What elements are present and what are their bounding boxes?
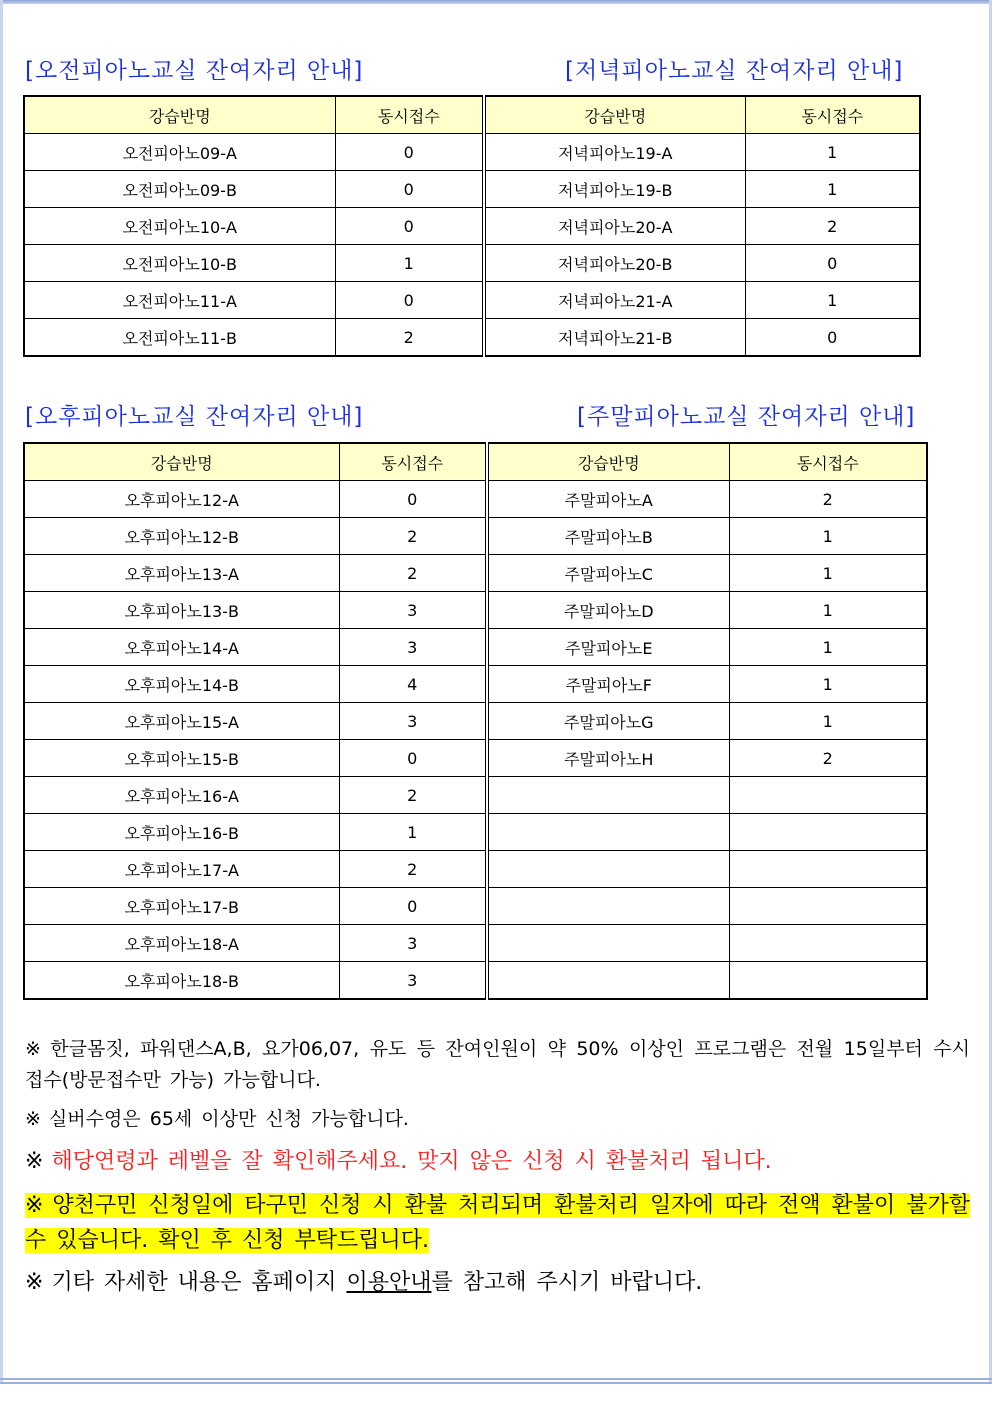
note-open-enrollment (25, 1034, 970, 1096)
afternoon-count: 3 (339, 629, 487, 666)
morning-class-name: 오전피아노10-A (24, 208, 335, 245)
weekend-count: 1 (729, 666, 927, 703)
evening-count: 1 (745, 282, 920, 319)
empty-cell (729, 888, 927, 925)
weekend-count: 2 (729, 481, 927, 518)
morning-evening-table (23, 95, 921, 357)
afternoon-count: 2 (339, 777, 487, 814)
table-row (24, 851, 927, 888)
empty-cell (487, 962, 729, 1000)
evening-class-name: 저녁피아노19-A (484, 134, 745, 171)
page-top-border (0, 0, 992, 4)
morning-heading: [오전피아노교실 잔여자리 안내] (25, 58, 364, 84)
evening-count: 1 (745, 171, 920, 208)
empty-cell (729, 777, 927, 814)
afternoon-count: 0 (339, 740, 487, 777)
afternoon-count: 0 (339, 888, 487, 925)
note-text: 해당연령과 레벨을 잘 확인해주세요. 맞지 않은 신청 시 환불처리 됩니다. (51, 1149, 772, 1174)
table-row (24, 171, 920, 208)
table-row (24, 481, 927, 518)
note-homepage-info (25, 1266, 970, 1300)
morning-count: 0 (335, 282, 484, 319)
afternoon-class-name: 오후피아노17-B (24, 888, 339, 925)
usage-guide-link[interactable]: 이용안내 (346, 1270, 432, 1295)
afternoon-class-name: 오후피아노14-B (24, 666, 339, 703)
morning-count: 0 (335, 208, 484, 245)
weekend-class-name: 주말피아노H (487, 740, 729, 777)
table-row (24, 888, 927, 925)
empty-cell (729, 962, 927, 1000)
table-row (24, 703, 927, 740)
afternoon-class-name: 오후피아노13-A (24, 555, 339, 592)
table-row (24, 282, 920, 319)
empty-cell (729, 814, 927, 851)
afternoon-class-name: 오후피아노12-B (24, 518, 339, 555)
afternoon-count: 1 (339, 814, 487, 851)
note-silver-swim (25, 1104, 970, 1135)
note-text: 를 참고해 주시기 바랍니다. (431, 1270, 703, 1295)
note-age-level-warning (25, 1145, 970, 1179)
page-bottom-border (0, 1378, 992, 1384)
reference-mark: ※ (25, 1193, 45, 1218)
morning-count: 2 (335, 319, 484, 357)
afternoon-weekend-table (23, 442, 928, 1000)
table-row (24, 740, 927, 777)
morning-count: 1 (335, 245, 484, 282)
afternoon-class-name: 오후피아노15-B (24, 740, 339, 777)
afternoon-count: 2 (339, 555, 487, 592)
weekend-class-name: 주말피아노E (487, 629, 729, 666)
weekend-class-name: 주말피아노B (487, 518, 729, 555)
evening-count: 1 (745, 134, 920, 171)
note-refund-warning (25, 1188, 970, 1258)
morning-class-name: 오전피아노09-A (24, 134, 335, 171)
table-row (24, 208, 920, 245)
table-row (24, 592, 927, 629)
col-class-name: 강습반명 (484, 96, 745, 134)
reference-mark: ※ (25, 1038, 43, 1060)
evening-class-name: 저녁피아노20-B (484, 245, 745, 282)
afternoon-class-name: 오후피아노16-A (24, 777, 339, 814)
col-count: 동시접수 (335, 96, 484, 134)
evening-class-name: 저녁피아노21-B (484, 319, 745, 357)
note-text: 기타 자세한 내용은 홈페이지 (51, 1270, 347, 1295)
afternoon-class-name: 오후피아노12-A (24, 481, 339, 518)
weekend-class-name: 주말피아노F (487, 666, 729, 703)
afternoon-heading: [오후피아노교실 잔여자리 안내] (25, 404, 364, 430)
weekend-class-name: 주말피아노D (487, 592, 729, 629)
afternoon-class-name: 오후피아노18-B (24, 962, 339, 1000)
empty-cell (487, 814, 729, 851)
col-class-name: 강습반명 (24, 443, 339, 481)
morning-class-name: 오전피아노11-A (24, 282, 335, 319)
evening-count: 0 (745, 319, 920, 357)
afternoon-count: 3 (339, 703, 487, 740)
weekend-count: 2 (729, 740, 927, 777)
table-row (24, 319, 920, 357)
reference-mark: ※ (25, 1270, 44, 1295)
empty-cell (487, 925, 729, 962)
note-text: 실버수영은 65세 이상만 신청 가능합니다. (48, 1108, 409, 1130)
reference-mark: ※ (25, 1108, 41, 1130)
table-header-row (24, 96, 920, 134)
weekend-class-name: 주말피아노G (487, 703, 729, 740)
evening-class-name: 저녁피아노19-B (484, 171, 745, 208)
col-count: 동시접수 (745, 96, 920, 134)
table-row (24, 518, 927, 555)
morning-class-name: 오전피아노10-B (24, 245, 335, 282)
col-count: 동시접수 (339, 443, 487, 481)
evening-class-name: 저녁피아노20-A (484, 208, 745, 245)
table-row (24, 777, 927, 814)
evening-count: 0 (745, 245, 920, 282)
morning-count: 0 (335, 134, 484, 171)
evening-heading: [저녁피아노교실 잔여자리 안내] (565, 58, 904, 84)
afternoon-class-name: 오후피아노17-A (24, 851, 339, 888)
weekend-count: 1 (729, 555, 927, 592)
note-text: 양천구민 신청일에 타구민 신청 시 환불 처리되며 환불처리 일자에 따라 전액 환불이 불가할 수 있습니다. 확인 후 신청 부탁드립니다. (25, 1193, 971, 1253)
table-row (24, 134, 920, 171)
afternoon-count: 2 (339, 518, 487, 555)
reference-mark: ※ (25, 1149, 44, 1174)
morning-class-name: 오전피아노11-B (24, 319, 335, 357)
empty-cell (729, 925, 927, 962)
table-row (24, 555, 927, 592)
afternoon-count: 2 (339, 851, 487, 888)
table-row (24, 666, 927, 703)
weekend-class-name: 주말피아노A (487, 481, 729, 518)
afternoon-count: 4 (339, 666, 487, 703)
afternoon-class-name: 오후피아노13-B (24, 592, 339, 629)
table-header-row (24, 443, 927, 481)
morning-class-name: 오전피아노09-B (24, 171, 335, 208)
table-row (24, 925, 927, 962)
weekend-class-name: 주말피아노C (487, 555, 729, 592)
weekend-count: 1 (729, 592, 927, 629)
empty-cell (487, 851, 729, 888)
weekend-count: 1 (729, 518, 927, 555)
weekend-count: 1 (729, 629, 927, 666)
page-left-border (0, 0, 3, 1384)
note-text: 한글몸짓, 파워댄스A,B, 요가06,07, 유도 등 잔여인원이 약 50% 이상인 프로그램은 전월 15일부터 수시접수(방문접수만 가능) 가능합니다. (25, 1038, 970, 1091)
table-row (24, 962, 927, 1000)
col-count: 동시접수 (729, 443, 927, 481)
table-row (24, 245, 920, 282)
evening-count: 2 (745, 208, 920, 245)
afternoon-class-name: 오후피아노18-A (24, 925, 339, 962)
afternoon-class-name: 오후피아노16-B (24, 814, 339, 851)
weekend-heading: [주말피아노교실 잔여자리 안내] (577, 404, 916, 430)
col-class-name: 강습반명 (487, 443, 729, 481)
morning-count: 0 (335, 171, 484, 208)
col-class-name: 강습반명 (24, 96, 335, 134)
weekend-count: 1 (729, 703, 927, 740)
afternoon-class-name: 오후피아노14-A (24, 629, 339, 666)
afternoon-count: 0 (339, 481, 487, 518)
empty-cell (729, 851, 927, 888)
afternoon-count: 3 (339, 962, 487, 1000)
afternoon-count: 3 (339, 592, 487, 629)
table-row (24, 629, 927, 666)
afternoon-class-name: 오후피아노15-A (24, 703, 339, 740)
empty-cell (487, 777, 729, 814)
empty-cell (487, 888, 729, 925)
evening-class-name: 저녁피아노21-A (484, 282, 745, 319)
table-row (24, 814, 927, 851)
afternoon-count: 3 (339, 925, 487, 962)
